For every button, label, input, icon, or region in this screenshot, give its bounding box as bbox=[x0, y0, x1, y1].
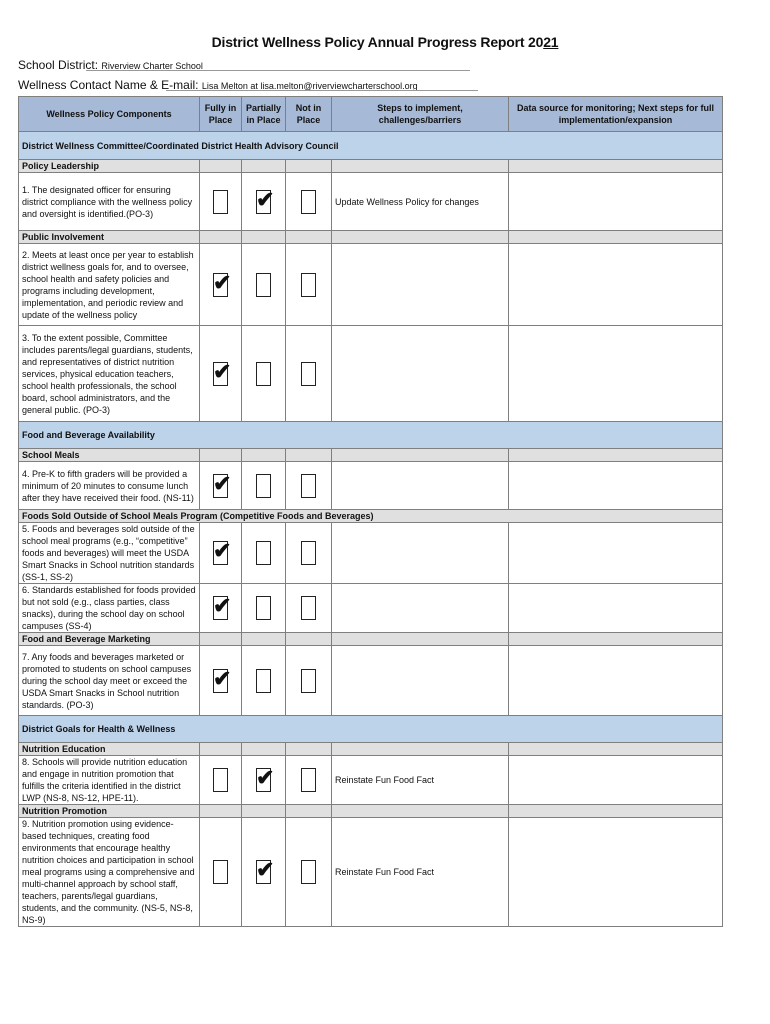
partial-in-place-checkbox[interactable] bbox=[256, 541, 271, 565]
school-district-field bbox=[18, 58, 203, 72]
subsection-header-row bbox=[19, 231, 723, 244]
empty-cell bbox=[509, 449, 723, 462]
empty-cell bbox=[200, 805, 242, 818]
not-in-place-checkbox[interactable] bbox=[301, 541, 316, 565]
steps-cell[interactable]: Update Wellness Policy for changes bbox=[332, 173, 509, 231]
empty-cell bbox=[242, 633, 286, 646]
full-in-place-checkbox[interactable] bbox=[213, 538, 232, 565]
full-in-place-cell bbox=[200, 818, 242, 927]
data-source-cell[interactable] bbox=[509, 646, 723, 716]
partial-in-place-cell bbox=[242, 756, 286, 805]
full-in-place-cell bbox=[200, 173, 242, 231]
full-in-place-checkbox[interactable] bbox=[213, 860, 228, 884]
subsection-label: Policy Leadership bbox=[19, 160, 200, 173]
empty-cell bbox=[200, 231, 242, 244]
table-row bbox=[19, 646, 723, 716]
not-in-place-checkbox[interactable] bbox=[301, 669, 316, 693]
empty-cell bbox=[200, 633, 242, 646]
not-in-place-cell bbox=[286, 244, 332, 326]
steps-cell[interactable] bbox=[332, 584, 509, 633]
wellness-contact-label: Wellness Contact Name & E-mail: bbox=[18, 78, 199, 92]
empty-cell bbox=[509, 633, 723, 646]
check-mark-icon: ✔ bbox=[256, 765, 275, 790]
header-data-source: Data source for monitoring; Next steps for full implementation/expansion bbox=[509, 97, 723, 132]
component-description: 6. Standards established for foods provided but not sold (e.g., class parties, class snacks), during the school day on school campuses (SS-4) bbox=[19, 584, 200, 633]
subsection-header-row bbox=[19, 743, 723, 756]
partial-in-place-checkbox[interactable] bbox=[256, 596, 271, 620]
full-in-place-checkbox[interactable] bbox=[213, 358, 232, 386]
check-mark-icon: ✔ bbox=[213, 538, 232, 563]
empty-cell bbox=[242, 743, 286, 756]
section-header-row bbox=[19, 132, 723, 160]
not-in-place-cell bbox=[286, 646, 332, 716]
data-source-cell[interactable] bbox=[509, 756, 723, 805]
full-in-place-checkbox[interactable] bbox=[213, 768, 228, 792]
check-mark-icon: ✔ bbox=[213, 269, 232, 295]
empty-cell bbox=[242, 160, 286, 173]
empty-cell bbox=[332, 805, 509, 818]
school-district-underline bbox=[86, 70, 470, 71]
full-in-place-cell bbox=[200, 523, 242, 584]
subsection-label: Nutrition Promotion bbox=[19, 805, 200, 818]
subsection-header-row bbox=[19, 449, 723, 462]
check-mark-icon: ✔ bbox=[213, 665, 232, 691]
component-description: 8. Schools will provide nutrition education and engage in nutrition promotion that fulfills the criteria identified in the district LWP (NS-8, NS-12, HPE-11). bbox=[19, 756, 200, 805]
full-in-place-checkbox[interactable] bbox=[213, 665, 232, 693]
report-title-text: District Wellness Policy Annual Progress Report 20 bbox=[211, 34, 544, 50]
report-year: 21 bbox=[543, 34, 559, 50]
check-mark-icon: ✔ bbox=[256, 186, 275, 212]
full-in-place-checkbox[interactable] bbox=[213, 470, 232, 498]
school-district-value[interactable]: Riverview Charter School bbox=[101, 61, 203, 71]
full-in-place-cell bbox=[200, 462, 242, 510]
full-in-place-cell bbox=[200, 646, 242, 716]
check-mark-icon: ✔ bbox=[213, 358, 232, 384]
header-fully-in-place: Fully in Place bbox=[200, 97, 242, 132]
not-in-place-cell bbox=[286, 818, 332, 927]
steps-cell[interactable] bbox=[332, 326, 509, 422]
data-source-cell[interactable] bbox=[509, 462, 723, 510]
table-row bbox=[19, 523, 723, 584]
partial-in-place-checkbox[interactable] bbox=[256, 765, 275, 792]
full-in-place-checkbox[interactable] bbox=[213, 269, 232, 297]
wellness-contact-field bbox=[18, 78, 418, 92]
data-source-cell[interactable] bbox=[509, 244, 723, 326]
empty-cell bbox=[509, 160, 723, 173]
component-description: 9. Nutrition promotion using evidence-based techniques, creating food environments that encourage healthy nutrition choices and participation in school meal programs using a comprehensive and multi-channel approach by school staff, teachers, parents/legal guardians, students, and the community. (NS-5, NS-8, NS-9) bbox=[19, 818, 200, 927]
full-in-place-checkbox[interactable] bbox=[213, 190, 228, 214]
section-label: District Goals for Health & Wellness bbox=[19, 716, 723, 743]
component-description: 2. Meets at least once per year to establish district wellness goals for, and to oversee, school health and safety policies and programs including development, implementation, and periodic review and update of the wellness policy bbox=[19, 244, 200, 326]
data-source-cell[interactable] bbox=[509, 173, 723, 231]
partial-in-place-checkbox[interactable] bbox=[256, 669, 271, 693]
not-in-place-checkbox[interactable] bbox=[301, 768, 316, 792]
table-row bbox=[19, 244, 723, 326]
not-in-place-cell bbox=[286, 756, 332, 805]
empty-cell bbox=[286, 160, 332, 173]
component-description: 3. To the extent possible, Committee includes parents/legal guardians, students, and representatives of district nutrition services, physical education teachers, school health professionals, the school board, school administrators, and the general public. (PO-3) bbox=[19, 326, 200, 422]
subsection-header-row bbox=[19, 510, 723, 523]
empty-cell bbox=[332, 633, 509, 646]
not-in-place-cell bbox=[286, 584, 332, 633]
full-in-place-checkbox[interactable] bbox=[213, 593, 232, 620]
steps-cell[interactable] bbox=[332, 244, 509, 326]
table-row bbox=[19, 326, 723, 422]
partial-in-place-cell bbox=[242, 244, 286, 326]
partial-in-place-checkbox[interactable] bbox=[256, 857, 275, 884]
steps-cell[interactable] bbox=[332, 646, 509, 716]
subsection-label: Foods Sold Outside of School Meals Program (Competitive Foods and Beverages) bbox=[19, 510, 723, 523]
partial-in-place-cell bbox=[242, 326, 286, 422]
empty-cell bbox=[242, 449, 286, 462]
check-mark-icon: ✔ bbox=[213, 470, 232, 496]
component-description: 1. The designated officer for ensuring district compliance with the wellness policy and oversight is identified.(PO-3) bbox=[19, 173, 200, 231]
header-components: Wellness Policy Components bbox=[19, 97, 200, 132]
header-steps: Steps to implement, challenges/barriers bbox=[332, 97, 509, 132]
subsection-label: Food and Beverage Marketing bbox=[19, 633, 200, 646]
table-row bbox=[19, 818, 723, 927]
full-in-place-cell bbox=[200, 326, 242, 422]
subsection-header-row bbox=[19, 160, 723, 173]
check-mark-icon: ✔ bbox=[213, 593, 232, 618]
empty-cell bbox=[200, 160, 242, 173]
data-source-cell[interactable] bbox=[509, 326, 723, 422]
empty-cell bbox=[509, 805, 723, 818]
table-row bbox=[19, 173, 723, 231]
table-row bbox=[19, 462, 723, 510]
not-in-place-checkbox[interactable] bbox=[301, 190, 316, 214]
header-not-in-place: Not in Place bbox=[286, 97, 332, 132]
check-mark-icon: ✔ bbox=[256, 857, 275, 882]
full-in-place-cell bbox=[200, 756, 242, 805]
header-partially-in-place: Partially in Place bbox=[242, 97, 286, 132]
partial-in-place-checkbox[interactable] bbox=[256, 362, 271, 386]
table-header-row bbox=[19, 97, 723, 132]
subsection-header-row bbox=[19, 633, 723, 646]
empty-cell bbox=[242, 805, 286, 818]
school-district-label: School District: bbox=[18, 58, 99, 72]
steps-cell[interactable] bbox=[332, 523, 509, 584]
wellness-contact-underline bbox=[166, 90, 478, 91]
empty-cell bbox=[286, 805, 332, 818]
steps-cell[interactable]: Reinstate Fun Food Fact bbox=[332, 818, 509, 927]
subsection-label: Public Involvement bbox=[19, 231, 200, 244]
data-source-cell[interactable] bbox=[509, 523, 723, 584]
steps-cell[interactable] bbox=[332, 462, 509, 510]
not-in-place-checkbox[interactable] bbox=[301, 273, 316, 297]
steps-cell[interactable]: Reinstate Fun Food Fact bbox=[332, 756, 509, 805]
partial-in-place-cell bbox=[242, 523, 286, 584]
section-header-row bbox=[19, 716, 723, 743]
empty-cell bbox=[242, 231, 286, 244]
full-in-place-cell bbox=[200, 244, 242, 326]
partial-in-place-cell bbox=[242, 818, 286, 927]
component-description: 5. Foods and beverages sold outside of the school meal programs (e.g., “competitive” foods and beverages) will meet the USDA Smart Snacks in School nutrition standards (SS-1, SS-2) bbox=[19, 523, 200, 584]
subsection-label: School Meals bbox=[19, 449, 200, 462]
partial-in-place-checkbox[interactable] bbox=[256, 273, 271, 297]
not-in-place-checkbox[interactable] bbox=[301, 362, 316, 386]
empty-cell bbox=[332, 743, 509, 756]
empty-cell bbox=[332, 231, 509, 244]
section-label: Food and Beverage Availability bbox=[19, 422, 723, 449]
section-header-row bbox=[19, 422, 723, 449]
partial-in-place-cell bbox=[242, 462, 286, 510]
table-row bbox=[19, 584, 723, 633]
empty-cell bbox=[332, 160, 509, 173]
table-row bbox=[19, 756, 723, 805]
not-in-place-cell bbox=[286, 523, 332, 584]
not-in-place-checkbox[interactable] bbox=[301, 474, 316, 498]
empty-cell bbox=[286, 449, 332, 462]
empty-cell bbox=[509, 231, 723, 244]
subsection-header-row bbox=[19, 805, 723, 818]
empty-cell bbox=[286, 633, 332, 646]
empty-cell bbox=[286, 231, 332, 244]
wellness-policy-table bbox=[18, 96, 723, 927]
partial-in-place-cell bbox=[242, 584, 286, 633]
empty-cell bbox=[200, 449, 242, 462]
component-description: 4. Pre-K to fifth graders will be provided a minimum of 20 minutes to consume lunch after they have received their food. (NS-11) bbox=[19, 462, 200, 510]
not-in-place-cell bbox=[286, 326, 332, 422]
component-description: 7. Any foods and beverages marketed or promoted to students on school campuses during the school day meet or exceed the USDA Smart Snacks in School nutrition standards. (PO-3) bbox=[19, 646, 200, 716]
subsection-label: Nutrition Education bbox=[19, 743, 200, 756]
wellness-contact-value[interactable]: Lisa Melton at lisa.melton@riverviewcharterschool.org bbox=[201, 81, 418, 91]
partial-in-place-checkbox[interactable] bbox=[256, 474, 271, 498]
not-in-place-cell bbox=[286, 462, 332, 510]
data-source-cell[interactable] bbox=[509, 584, 723, 633]
not-in-place-checkbox[interactable] bbox=[301, 860, 316, 884]
empty-cell bbox=[200, 743, 242, 756]
partial-in-place-cell bbox=[242, 173, 286, 231]
partial-in-place-cell bbox=[242, 646, 286, 716]
not-in-place-cell bbox=[286, 173, 332, 231]
data-source-cell[interactable] bbox=[509, 818, 723, 927]
section-label: District Wellness Committee/Coordinated District Health Advisory Council bbox=[19, 132, 723, 160]
partial-in-place-checkbox[interactable] bbox=[256, 186, 275, 214]
not-in-place-checkbox[interactable] bbox=[301, 596, 316, 620]
empty-cell bbox=[332, 449, 509, 462]
empty-cell bbox=[286, 743, 332, 756]
report-title bbox=[0, 34, 770, 50]
full-in-place-cell bbox=[200, 584, 242, 633]
empty-cell bbox=[509, 743, 723, 756]
